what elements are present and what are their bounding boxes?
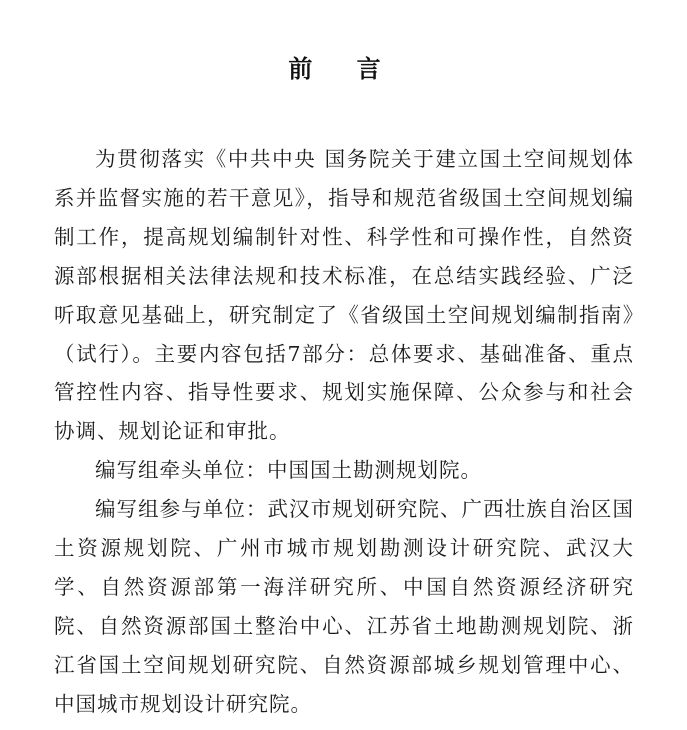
lead-unit-paragraph: 编写组牵头单位：中国国土勘测规划院。 — [95, 458, 482, 483]
intro-paragraph: 为贯彻落实《中共中央 国务院关于建立国土空间规划体系并监督实施的若干意见》，指导和规范省级国土空间规划编制工作，提高规划编制针对性、科学性和可操作性，自然资源部根据相关法律法规和技术标准，在总结实践经验、广泛听取意见基础上，研究制定了《省级国土空间规划编制指南》（试行）。主要内容包括7部分：总体要求、基础准备、重点管控性内容、指导性要求、规划实施保障、公众参与和社会协调、规划论证和审批。 — [54, 147, 634, 444]
body-text — [54, 140, 634, 724]
participating-units-paragraph: 编写组参与单位：武汉市规划研究院、广西壮族自治区国土资源规划院、广州市城市规划勘测设计研究院、武汉大学、自然资源部第一海洋研究所、中国自然资源经济研究院、自然资源部国土整治中心、江苏省土地勘测规划院、浙江省国土空间规划研究院、自然资源部城乡规划管理中心、中国城市规划设计研究院。 — [54, 497, 634, 716]
page-title: 前 言 — [288, 55, 399, 83]
